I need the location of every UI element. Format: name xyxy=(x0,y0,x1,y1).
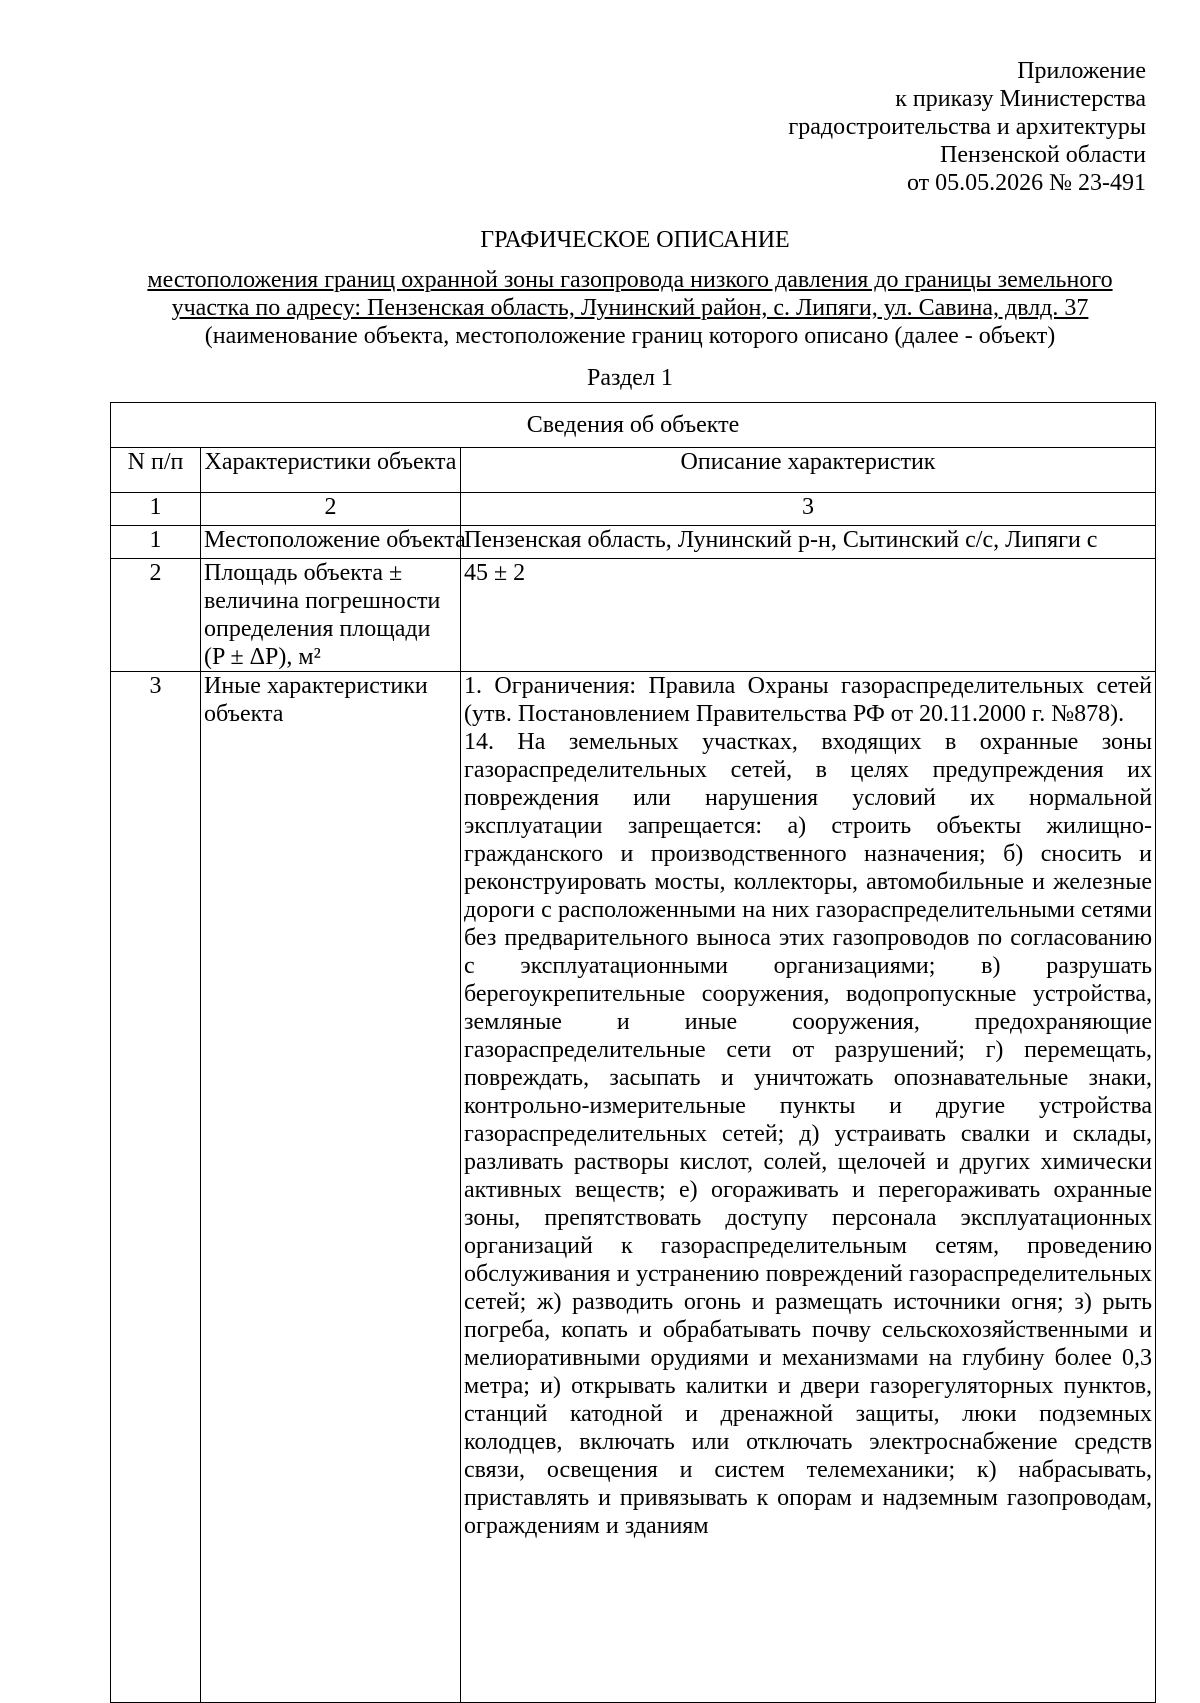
table-row xyxy=(111,526,1156,559)
row-num: 1 xyxy=(111,526,201,559)
document-title: ГРАФИЧЕСКОЕ ОПИСАНИЕ xyxy=(480,227,790,253)
row-name: Местоположение объекта xyxy=(201,526,461,559)
object-name-line-2: участка по адресу: Пензенская область, Лунинский район, с. Липяги, ул. Савина, двлд. 37 xyxy=(171,295,1089,321)
restriction-paragraph-1: 1. Ограничения: Правила Охраны газораспределительных сетей (утв. Постановлением Правительства РФ от 20.11.2000 г. №878). xyxy=(464,673,1153,727)
table-row xyxy=(111,672,1156,1703)
row-num: 3 xyxy=(111,672,201,1703)
object-info-table xyxy=(110,402,1156,1703)
column-number: 2 xyxy=(201,493,461,526)
appendix-block xyxy=(626,57,1146,197)
row-value xyxy=(461,672,1156,1703)
appendix-line: градостроительства и архитектуры xyxy=(788,114,1146,140)
restriction-paragraph-14: 14. На земельных участках, входящих в охранные зоны газораспределительных сетей, в целях предупреждения их повреждения или нарушения условий их нормальной эксплуатации запрещается: а) строить объекты жилищно-гражданского и производственного назначения; б) сносить и реконструировать мосты, коллекторы, автомобильные и железные дороги с расположенными на них газораспределительными сетями без предварительного выноса этих газопроводов по согласованию с эксплуатационными организациями; в) разрушать берегоукрепительные сооружения, водопропускные устройства, земляные и иные сооружения, предохраняющие газораспределительные сети от разрушений; г) перемещать, повреждать, засыпать и уничтожать опознавательные знаки, контрольно-измерительные пункты и другие устройства газораспределительных сетей; д) устраивать свалки и склады, разливать растворы кислот, солей, щелочей и других химически активных веществ; е) огораживать и перегораживать охранные зоны, препятствовать доступу персонала эксплуатационных организаций к газораспределительным сетям, проведению обслуживания и устранению повреждений газораспределительных сетей; ж) разводить огонь и размещать источники огня; з) рыть погреба, копать и обрабатывать почву сельскохозяйственными и мелиоративными орудиями и механизмами на глубину более 0,3 метра; и) открывать калитки и двери газорегуляторных пунктов, станций катодной и дренажной защиты, люки подземных колодцев, включать или отключать электроснабжение средств связи, освещения и систем телемеханики; к) набрасывать, приставлять и привязывать к опорам и надземным газопроводам, ограждениям и зданиям xyxy=(464,729,1153,1539)
table-row xyxy=(111,559,1156,672)
appendix-line: Пензенской области xyxy=(940,142,1146,168)
appendix-line: к приказу Министерства xyxy=(895,86,1146,112)
header-characteristic: Характеристики объекта xyxy=(201,448,461,493)
header-description: Описание характеристик xyxy=(461,448,1156,493)
object-note: (наименование объекта, местоположение границ которого описано (далее - объект) xyxy=(204,323,1056,349)
row-value: Пензенская область, Лунинский р-н, Сытинский с/с, Липяги с xyxy=(461,526,1156,559)
row-name: Иные характеристики объекта xyxy=(201,672,461,1703)
object-name xyxy=(110,266,1150,322)
table-caption: Сведения об объекте xyxy=(111,403,1156,448)
section-title: Раздел 1 xyxy=(587,365,673,391)
row-num: 2 xyxy=(111,559,201,672)
row-name: Площадь объекта ± величина погрешности определения площади (P ± ΔP), м² xyxy=(201,559,461,672)
column-number: 1 xyxy=(111,493,201,526)
header-num: N п/п xyxy=(111,448,201,493)
column-number: 3 xyxy=(461,493,1156,526)
row-value: 45 ± 2 xyxy=(461,559,1156,672)
object-name-line-1: местоположения границ охранной зоны газопровода низкого давления до границы земельного xyxy=(147,267,1113,293)
appendix-line: Приложение xyxy=(1017,58,1146,84)
appendix-order-date: от 05.05.2026 № 23-491 xyxy=(906,170,1146,196)
